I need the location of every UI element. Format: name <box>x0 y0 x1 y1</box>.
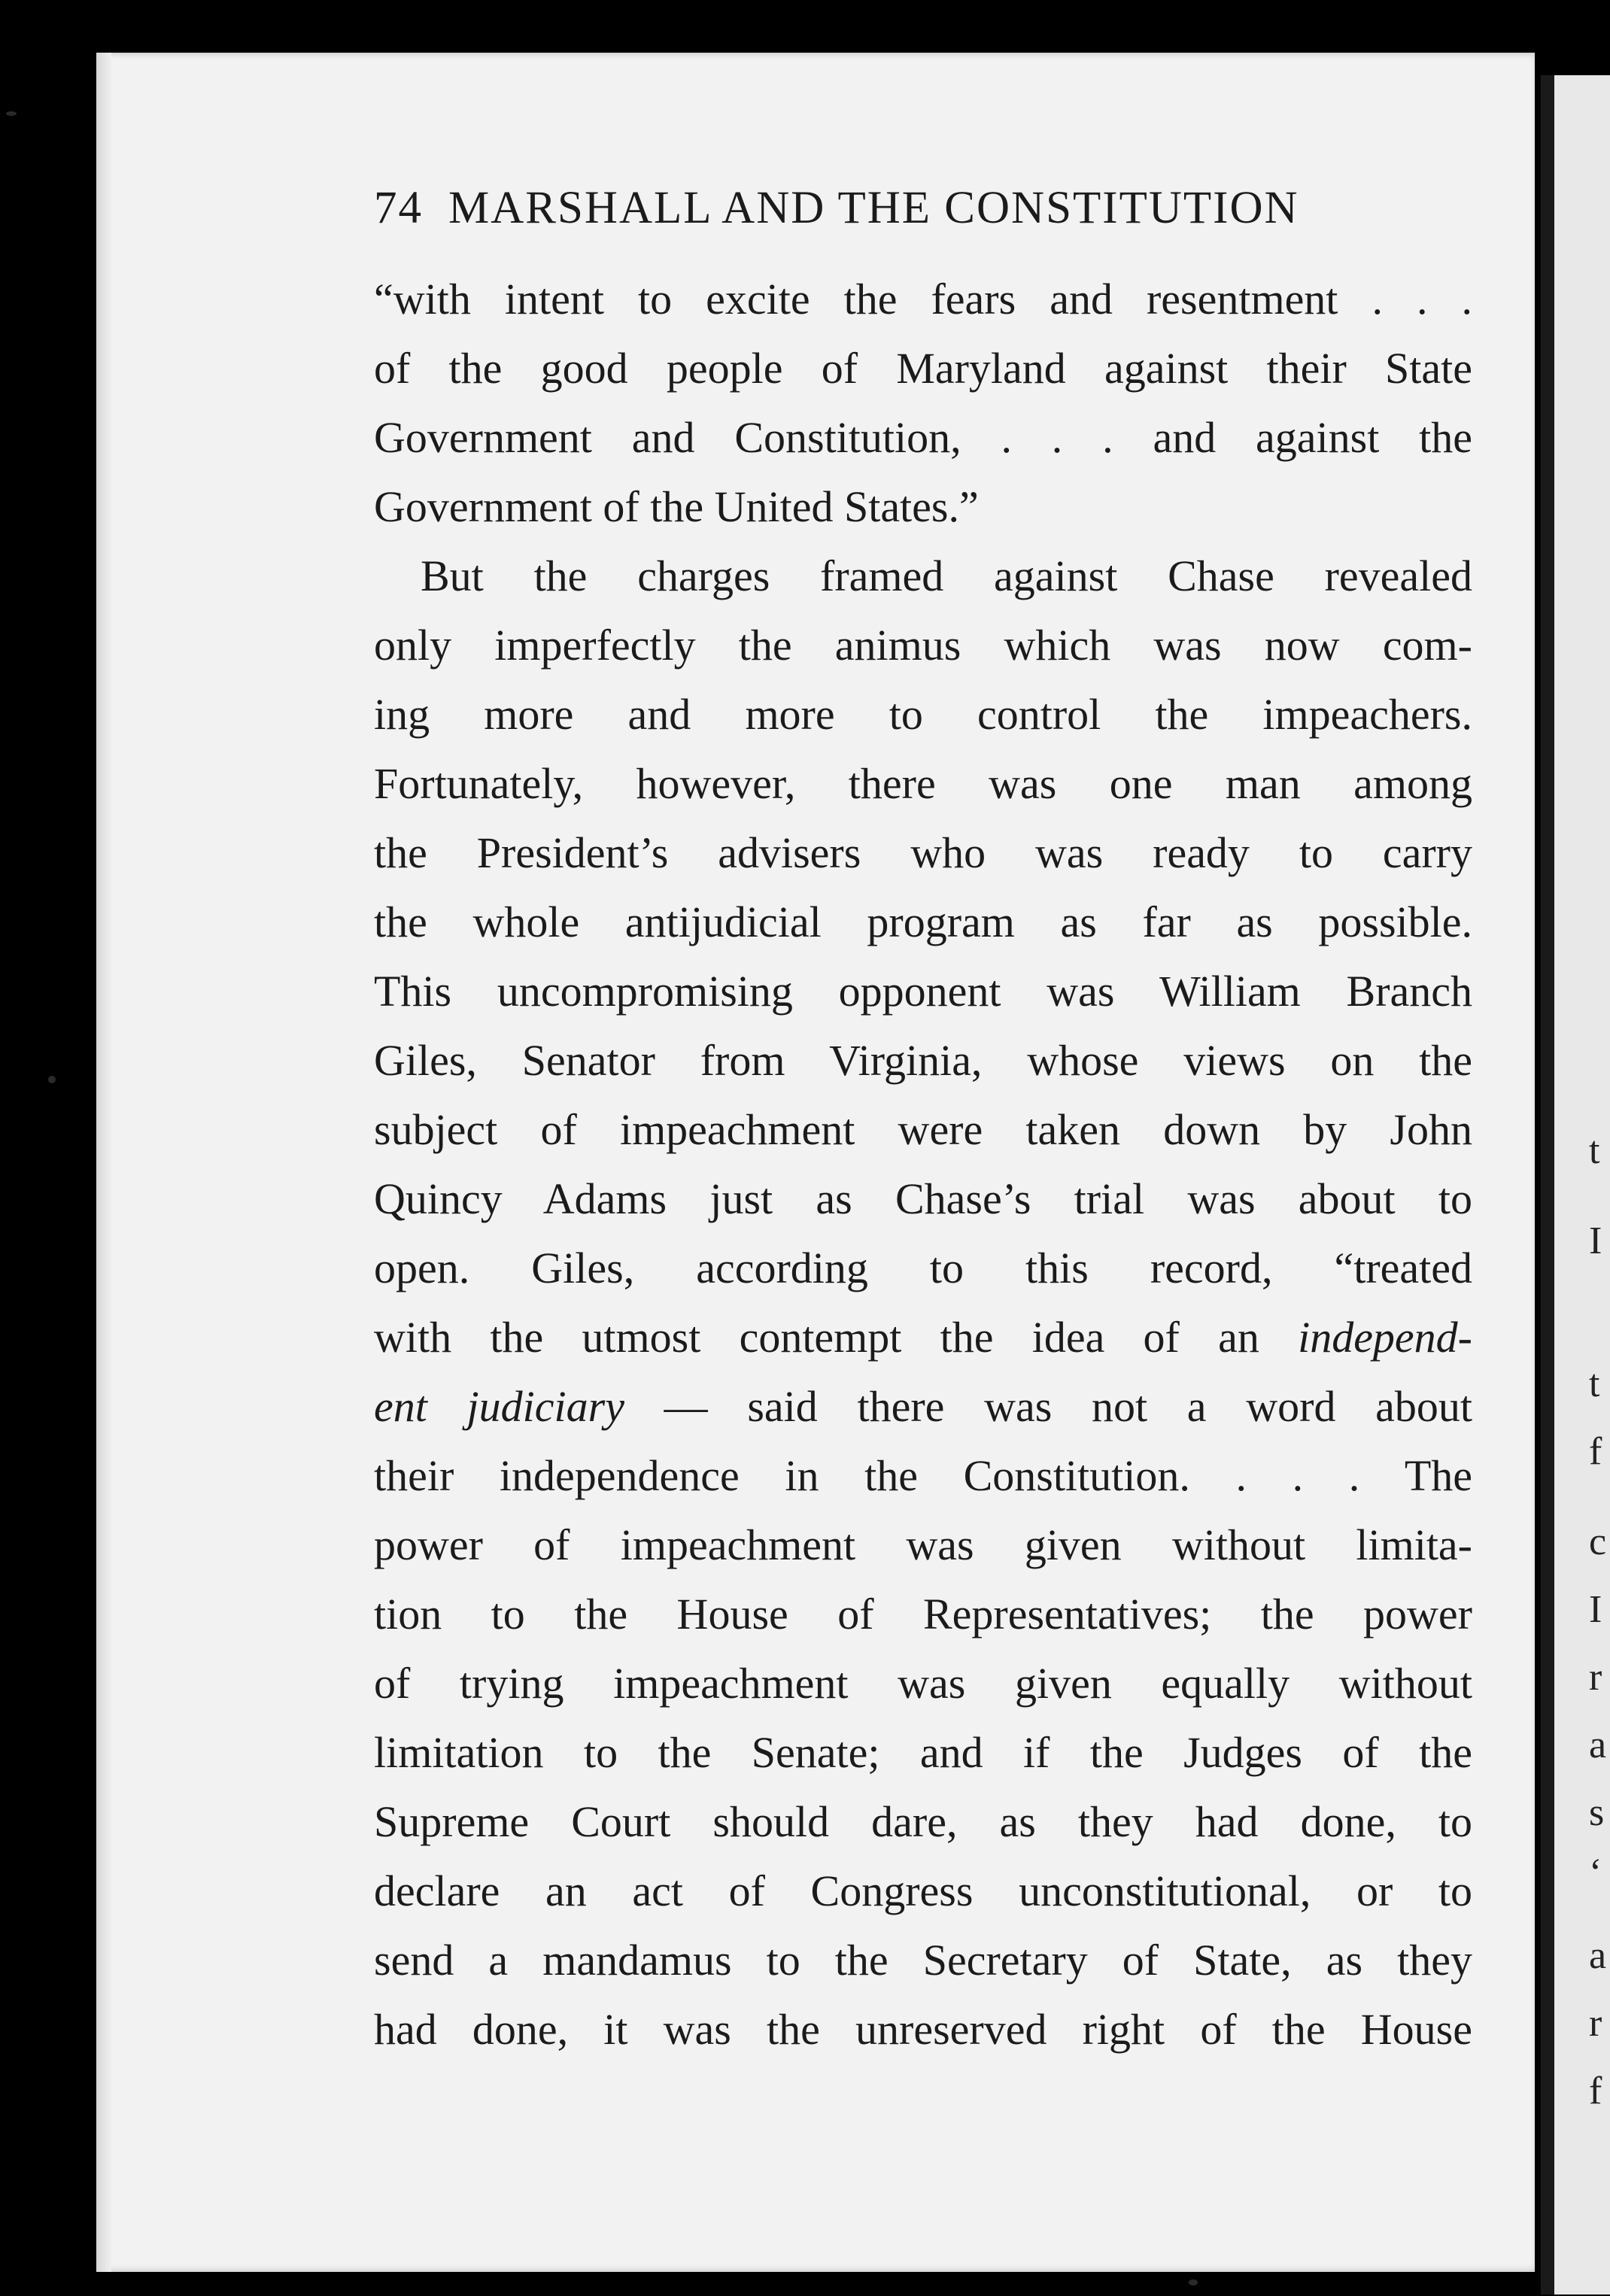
scan-speck <box>1189 2279 1198 2285</box>
page-number: 74 <box>374 183 423 233</box>
text-line: subject of impeachment were taken down by John <box>374 1105 1472 1154</box>
text-line: of the good people of Maryland against their State <box>374 344 1472 393</box>
text-line: “with intent to excite the fears and resentment . . . <box>374 275 1472 323</box>
text-line: their independence in the Constitution. . . . The <box>374 1451 1472 1500</box>
adjacent-page-fragment: a <box>1589 1724 1607 1766</box>
text-line: Quincy Adams just as Chase’s trial was about to <box>374 1174 1472 1223</box>
page-gutter-shadow <box>96 53 111 2272</box>
body-text <box>374 265 1472 2064</box>
adjacent-page-fragment: f <box>1589 1430 1602 1473</box>
text-line: But the charges framed against Chase revealed <box>421 551 1472 600</box>
adjacent-page-fragment: I <box>1589 1219 1602 1262</box>
adjacent-page-fragment: t <box>1589 1129 1600 1172</box>
text-line: Supreme Court should dare, as they had done, to <box>374 1797 1472 1846</box>
text-line: the President’s advisers who was ready to carry <box>374 828 1472 877</box>
text-line: ent judiciary — said there was not a word about <box>374 1382 1472 1431</box>
text-line: of trying impeachment was given equally without <box>374 1659 1472 1708</box>
text-line: open. Giles, according to this record, “treated <box>374 1244 1472 1292</box>
text-line: had done, it was the unreserved right of the House <box>374 2005 1472 2054</box>
page-header <box>374 182 1382 242</box>
adjacent-page-fragment: t <box>1589 1362 1600 1405</box>
scan-speck <box>48 1076 56 1083</box>
text-line: Fortunately, however, there was one man among <box>374 759 1472 808</box>
text-line: power of impeachment was given without limita- <box>374 1520 1472 1569</box>
text-line: only imperfectly the animus which was now com- <box>374 621 1472 670</box>
adjacent-page-fragment: c <box>1589 1520 1607 1563</box>
running-head: MARSHALL AND THE CONSTITUTION <box>448 183 1299 233</box>
text-line: limitation to the Senate; and if the Judges of the <box>374 1728 1472 1777</box>
adjacent-page-fragment: r <box>1589 2002 1602 2045</box>
text-line: Government of the United States.” <box>374 482 979 531</box>
text-line: Giles, Senator from Virginia, whose views on the <box>374 1036 1472 1085</box>
adjacent-page-fragment: f <box>1589 2070 1602 2112</box>
text-line: tion to the House of Representatives; the power <box>374 1590 1472 1638</box>
adjacent-page-fragment: a <box>1589 1934 1607 1977</box>
adjacent-page-fragment: s <box>1589 1791 1605 1834</box>
text-line: ing more and more to control the impeachers. <box>374 690 1472 739</box>
text-line: the whole antijudicial program as far as possible. <box>374 897 1472 946</box>
text-line: This uncompromising opponent was William Branch <box>374 967 1472 1016</box>
text-line: with the utmost contempt the idea of an independ- <box>374 1313 1472 1362</box>
adjacent-page-fragment: r <box>1589 1656 1602 1699</box>
adjacent-page-fragment: I <box>1589 1588 1602 1631</box>
text-line: declare an act of Congress unconstitutional, or to <box>374 1866 1472 1915</box>
text-line: Government and Constitution, . . . and against the <box>374 413 1472 462</box>
adjacent-page-fragment: ‘ <box>1589 1851 1602 1894</box>
text-line: send a mandamus to the Secretary of State, as they <box>374 1936 1472 1985</box>
scan-speck <box>6 111 17 116</box>
